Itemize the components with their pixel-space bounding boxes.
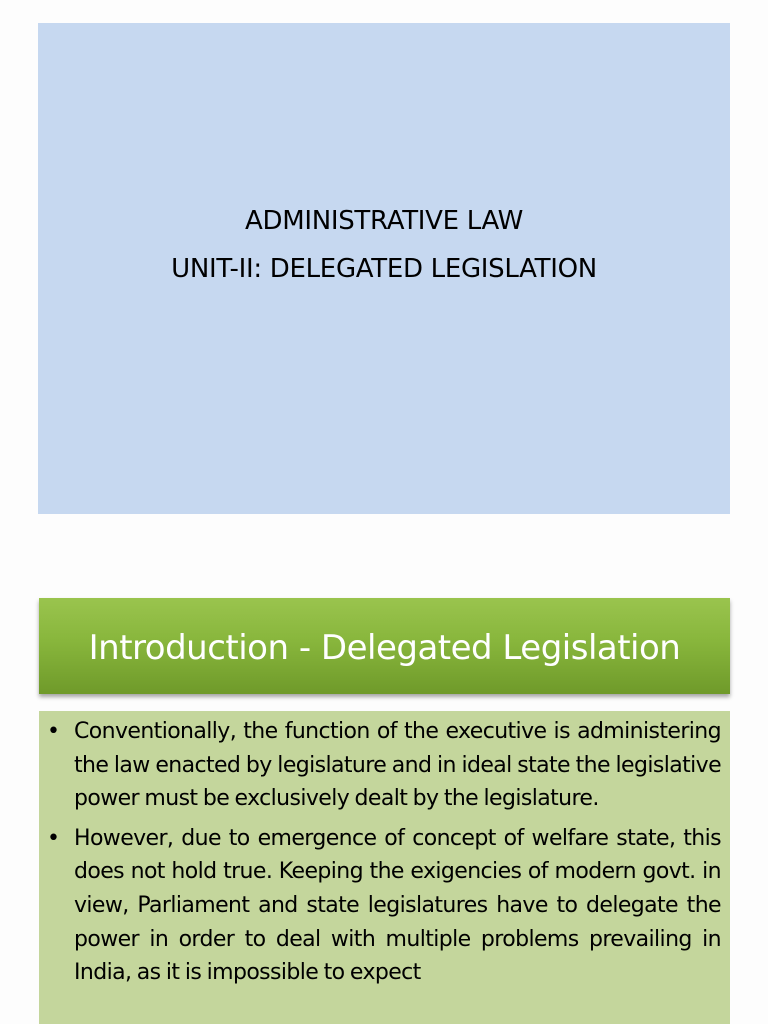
title-slide (38, 23, 730, 514)
bullet-text: Conventionally, the function of the executive is administering the law enacted by legislature and in ideal state the legislative power must be exclusively dealt by the legislature. (74, 719, 721, 812)
bullet-item (47, 822, 721, 990)
slide-title-line-1: ADMINISTRATIVE LAW (245, 206, 523, 236)
intro-slide-heading: Introduction - Delegated Legislation (88, 628, 681, 668)
bullet-icon: • (47, 825, 60, 851)
bullet-text: However, due to emergence of concept of welfare state, this does not hold true. Keeping the exigencies of modern govt. in view, Parliament and state legislatures have to delegate the power in order to deal with multiple problems prevailing in India, as it is impossible to expect (74, 825, 721, 986)
bullet-item (47, 715, 721, 816)
slide-title (38, 197, 730, 293)
intro-slide-header (39, 598, 730, 694)
slide-title-line-2: UNIT-II: DELEGATED LEGISLATION (171, 254, 597, 284)
intro-slide-body (39, 711, 730, 1024)
bullet-list (47, 715, 721, 996)
bullet-icon: • (47, 719, 60, 744)
